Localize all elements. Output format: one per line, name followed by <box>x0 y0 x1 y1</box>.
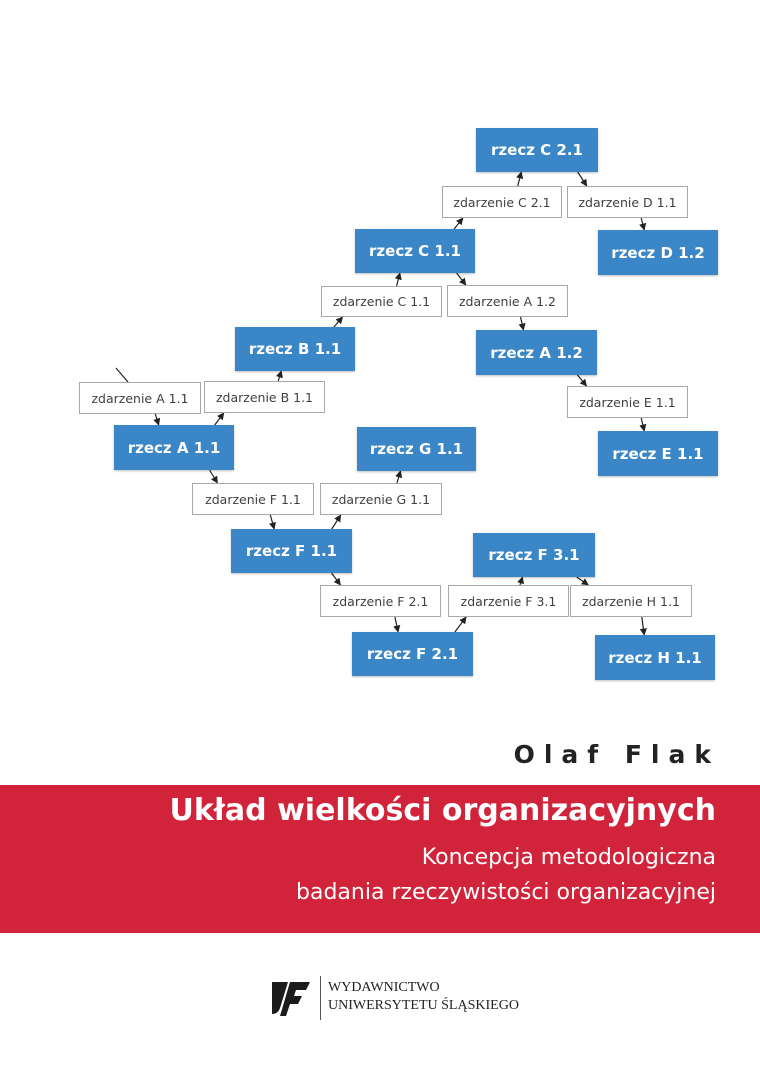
connector-f31-to-ev-h11 <box>577 577 589 585</box>
event-box-f21: zdarzenie F 2.1 <box>320 585 441 617</box>
connector-ev-b11-to-b11 <box>278 371 281 381</box>
publisher-divider <box>320 976 321 1020</box>
event-box-g11: zdarzenie G 1.1 <box>320 483 442 515</box>
connector-b11-to-ev-c11 <box>334 317 343 327</box>
event-box-d11: zdarzenie D 1.1 <box>567 186 688 218</box>
event-box-a12: zdarzenie A 1.2 <box>447 285 568 317</box>
thing-box-f31: rzecz F 3.1 <box>473 533 595 577</box>
connector-ev-c21-to-c21 <box>518 172 522 186</box>
connector-ev-c11-to-c11 <box>397 273 400 286</box>
connector-ev-f31-to-f31 <box>520 577 523 585</box>
connector-ev-a11-to-a11 <box>155 414 158 425</box>
connector-a11-to-ev-b11 <box>215 413 224 425</box>
connector-c11-to-ev-c21 <box>454 218 463 229</box>
connector-f11-to-ev-f21 <box>332 573 341 585</box>
connector-c11-to-ev-a12 <box>457 273 466 285</box>
event-box-a11: zdarzenie A 1.1 <box>79 382 201 414</box>
event-box-b11: zdarzenie B 1.1 <box>204 381 325 413</box>
thing-box-b11: rzecz B 1.1 <box>235 327 355 371</box>
connector-f11-to-ev-g11 <box>332 515 341 529</box>
thing-box-e11: rzecz E 1.1 <box>598 431 718 476</box>
connector-ev-f21-to-f21 <box>395 617 398 632</box>
connector-c21-to-ev-d11 <box>578 172 587 186</box>
connector-a11-to-ev-f11 <box>210 470 218 483</box>
event-box-h11: zdarzenie H 1.1 <box>570 585 692 617</box>
event-box-c11: zdarzenie C 1.1 <box>321 286 442 317</box>
connector-ev-f11-to-f11 <box>270 515 274 529</box>
thing-box-d12: rzecz D 1.2 <box>598 230 718 275</box>
book-title: Układ wielkości organizacyjnych <box>169 793 716 828</box>
publisher-name-line1: WYDAWNICTWO <box>328 980 440 995</box>
connector-f21-to-ev-f31 <box>455 617 466 632</box>
book-subtitle-line1: Koncepcja metodologiczna <box>421 845 716 870</box>
publisher-name-line2: UNIWERSYTETU ŚLĄSKIEGO <box>328 998 519 1013</box>
author-name: Olaf Flak <box>513 740 720 769</box>
event-box-f11: zdarzenie F 1.1 <box>192 483 314 515</box>
book-subtitle-line2: badania rzeczywistości organizacyjnej <box>296 880 716 905</box>
thing-box-a11: rzecz A 1.1 <box>114 425 234 470</box>
thing-box-f11: rzecz F 1.1 <box>231 529 352 573</box>
thing-box-c11: rzecz C 1.1 <box>355 229 475 273</box>
connector-a12-to-ev-e11 <box>577 375 586 386</box>
thing-box-g11: rzecz G 1.1 <box>357 427 476 471</box>
us-logo-icon <box>268 978 314 1018</box>
thing-box-c21: rzecz C 2.1 <box>476 128 598 172</box>
connector-ev-a12-to-a12 <box>521 317 524 330</box>
thing-box-a12: rzecz A 1.2 <box>476 330 597 375</box>
thing-box-h11: rzecz H 1.1 <box>595 635 715 680</box>
event-box-e11: zdarzenie E 1.1 <box>567 386 688 418</box>
connector-ev-d11-to-d12 <box>641 218 644 230</box>
event-box-f31: zdarzenie F 3.1 <box>448 585 569 617</box>
connector-incoming-stub <box>116 368 128 382</box>
connector-ev-g11-to-g11 <box>397 471 401 483</box>
connector-ev-h11-to-h11 <box>642 617 644 635</box>
event-box-c21: zdarzenie C 2.1 <box>442 186 562 218</box>
thing-box-f21: rzecz F 2.1 <box>352 632 473 676</box>
connector-ev-e11-to-e11 <box>641 418 644 431</box>
